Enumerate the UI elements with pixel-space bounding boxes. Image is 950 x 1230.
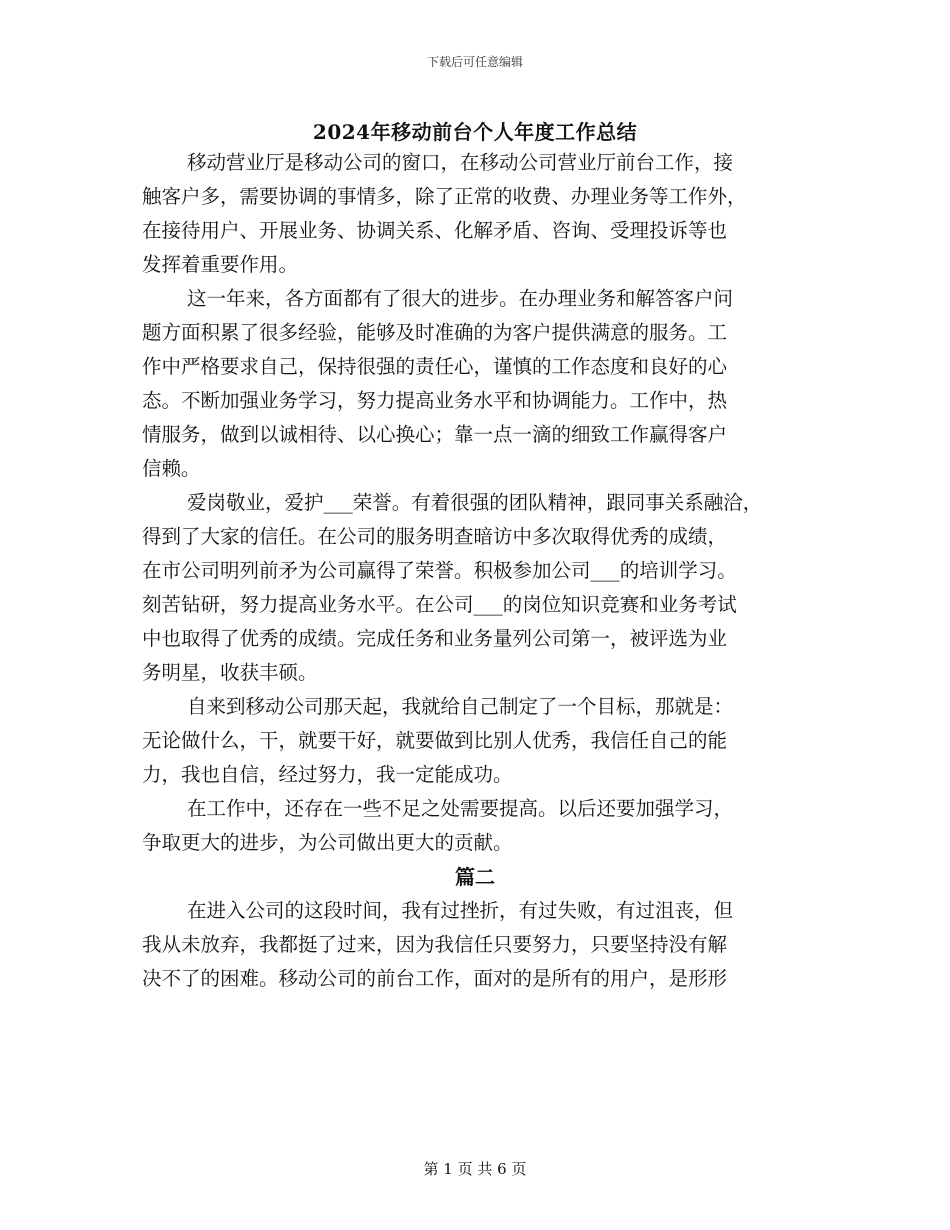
paragraph-line: 情服务，做到以诚相待、以心换心；靠一点一滴的细致工作赢得客户	[142, 423, 728, 446]
paragraph-line: 发挥着重要作用。	[142, 253, 299, 276]
paragraph-line: 爱岗敬业，爱护___荣誉。有着很强的团队精神，跟同事关系融洽，	[187, 491, 763, 514]
header-note: 下载后可任意编辑	[426, 55, 523, 69]
paragraph-line: 态。不断加强业务学习，努力提高业务水平和协调能力。工作中，热	[142, 389, 728, 412]
paragraph-line: 信赖。	[142, 457, 201, 480]
paragraph-line: 题方面积累了很多经验，能够及时准确的为客户提供满意的服务。工	[142, 321, 728, 344]
paragraph	[142, 282, 822, 486]
paragraph-line: 在接待用户、开展业务、协调关系、化解矛盾、咨询、受理投诉等也	[142, 219, 728, 242]
paragraph	[142, 792, 822, 860]
paragraph-line: 得到了大家的信任。在公司的服务明查暗访中多次取得优秀的成绩，	[142, 525, 728, 548]
document-body	[142, 146, 822, 996]
paragraph	[142, 486, 822, 690]
paragraph-line: 移动营业厅是移动公司的窗口，在移动公司营业厅前台工作，接	[187, 151, 734, 174]
paragraph	[142, 146, 822, 282]
paragraph-line: 无论做什么，干，就要干好，就要做到比别人优秀，我信任自己的能	[142, 729, 728, 752]
document-title: 2024年移动前台个人年度工作总结	[312, 120, 638, 144]
paragraph	[142, 690, 822, 792]
paragraph-line: 争取更大的进步，为公司做出更大的贡献。	[142, 831, 513, 854]
paragraph-line: 在工作中，还存在一些不足之处需要提高。以后还要加强学习，	[187, 797, 734, 820]
paragraph-line: 在进入公司的这段时间，我有过挫折，有过失败，有过沮丧，但	[187, 899, 734, 922]
paragraph	[142, 894, 822, 996]
paragraph-line: 作中严格要求自己，保持很强的责任心，谨慎的工作态度和良好的心	[142, 355, 728, 378]
page-footer: 第 1 页 共 6 页	[423, 1160, 527, 1178]
paragraph-line: 我从未放弃，我都挺了过来，因为我信任只要努力，只要坚持没有解	[142, 933, 728, 956]
paragraph-line: 刻苦钻研，努力提高业务水平。在公司___的岗位知识竞赛和业务考试	[142, 593, 737, 616]
paragraph-line: 务明星，收获丰硕。	[142, 661, 318, 684]
paragraph-line: 力，我也自信，经过努力，我一定能成功。	[142, 763, 513, 786]
paragraph-line: 这一年来，各方面都有了很大的进步。在办理业务和解答客户问	[187, 287, 734, 310]
section-heading: 篇二	[455, 865, 495, 889]
paragraph-line: 触客户多，需要协调的事情多，除了正常的收费、办理业务等工作外，	[142, 185, 747, 208]
paragraph-line: 自来到移动公司那天起，我就给自己制定了一个目标，那就是：	[187, 695, 734, 718]
paragraph-line: 中也取得了优秀的成绩。完成任务和业务量列公司第一，被评选为业	[142, 627, 728, 650]
paragraph-line: 决不了的困难。移动公司的前台工作，面对的是所有的用户，是形形	[142, 967, 728, 990]
paragraph-line: 在市公司明列前矛为公司赢得了荣誉。积极参加公司___的培训学习。	[142, 559, 737, 582]
